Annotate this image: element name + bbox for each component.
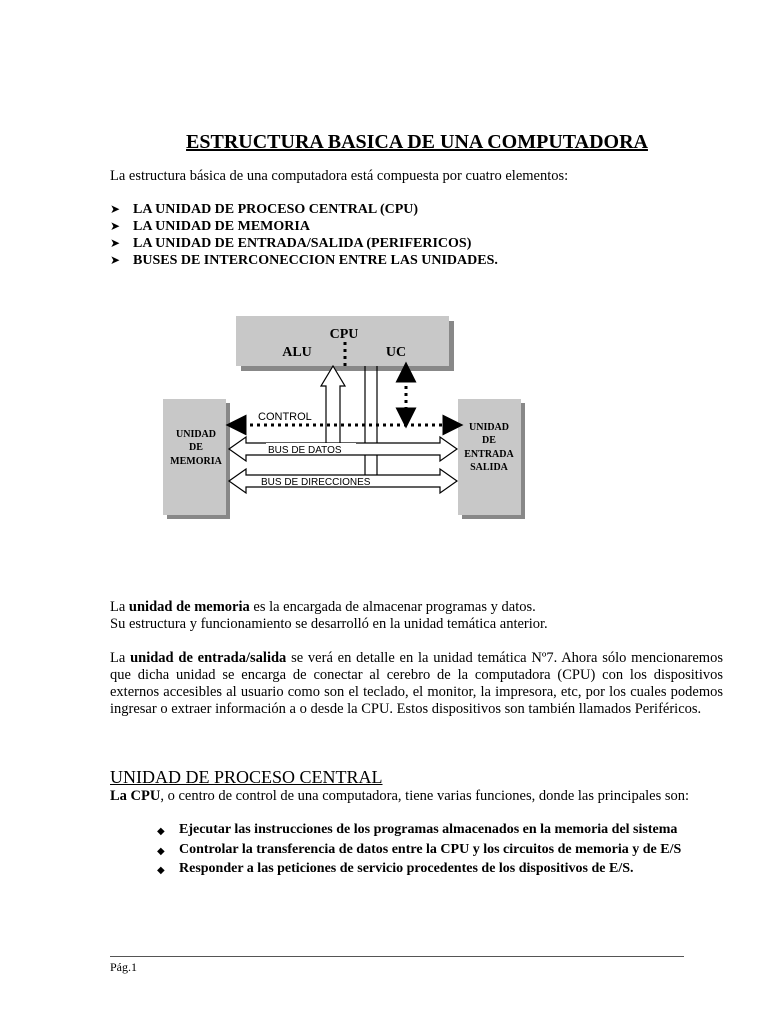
- arrow-bullet-icon: ➤: [110, 253, 121, 267]
- arrow-bullet-icon: ➤: [110, 202, 121, 216]
- memory-label-2: DE: [189, 442, 203, 453]
- section-heading: UNIDAD DE PROCESO CENTRAL: [110, 767, 383, 787]
- cpu-label: CPU: [329, 327, 359, 342]
- page-number: Pág.1: [110, 960, 137, 974]
- footer-rule: [110, 956, 684, 957]
- uc-label: UC: [385, 345, 407, 360]
- data-bus-label: BUS DE DATOS: [268, 445, 342, 456]
- data-bus-to-alu-arrow: [321, 366, 345, 448]
- memory-label-3: MEMORIA: [170, 456, 222, 467]
- diamond-bullet-icon: ◆: [157, 845, 165, 857]
- list-item: ➤ LA UNIDAD DE ENTRADA/SALIDA (PERIFERICOS): [110, 236, 472, 251]
- diamond-bullet-icon: ◆: [157, 865, 165, 876]
- memory-label-1: UNIDAD: [176, 429, 216, 440]
- intro-text: La estructura básica de una computadora está compuesta por cuatro elementos:: [110, 168, 569, 184]
- list-item: ◆ Ejecutar las instrucciones de los programas almacenados en la memoria del sistema: [157, 822, 723, 841]
- diamond-bullet-icon: ◆: [157, 826, 165, 837]
- io-label-4: SALIDA: [470, 462, 508, 473]
- memory-paragraph: La unidad de memoria es la encargada de almacenar programas y datos. Su estructura y funcionamiento se desarrolló en la unidad temática anterior.: [110, 599, 548, 632]
- alu-label: ALU: [282, 345, 312, 360]
- io-paragraph: La unidad de entrada/salida se verá en detalle en la unidad temática Nº7. Ahora sólo mencionaremos que dicha unidad se encarga de conectar al cerebro de la computadora (CPU) con los dispositivos externos accesibles al usuario como son el teclado, el monitor, la impresora, etc, por los cuales podemos ingresar o extraer información a o desde la CPU. Estos dispositivos son también llamados Periféricos.: [110, 650, 723, 717]
- io-label-3: ENTRADA: [464, 449, 514, 460]
- list-item: ◆ Controlar la transferencia de datos entre la CPU y los circuitos de memoria y de E/S: [157, 842, 723, 861]
- functions-list: [157, 822, 723, 881]
- page-title: ESTRUCTURA BASICA DE UNA COMPUTADORA: [186, 131, 648, 153]
- list-item: ➤ LA UNIDAD DE PROCESO CENTRAL (CPU): [110, 202, 419, 217]
- arrow-bullet-icon: ➤: [110, 219, 121, 233]
- list-item: ➤ LA UNIDAD DE MEMORIA: [110, 219, 310, 234]
- list-item: ◆ Responder a las peticiones de servicio procedentes de los dispositivos de E/S.: [157, 861, 723, 880]
- io-label-1: UNIDAD: [469, 422, 509, 433]
- control-label: CONTROL: [258, 411, 312, 423]
- address-bus-label: BUS DE DIRECCIONES: [261, 477, 371, 488]
- io-label-2: DE: [482, 435, 496, 446]
- cpu-paragraph: La CPU, o centro de control de una computadora, tiene varias funciones, donde las principales son:: [110, 788, 690, 804]
- arrow-bullet-icon: ➤: [110, 236, 121, 250]
- list-item: ➤ BUSES DE INTERCONECCION ENTRE LAS UNIDADES.: [110, 253, 498, 268]
